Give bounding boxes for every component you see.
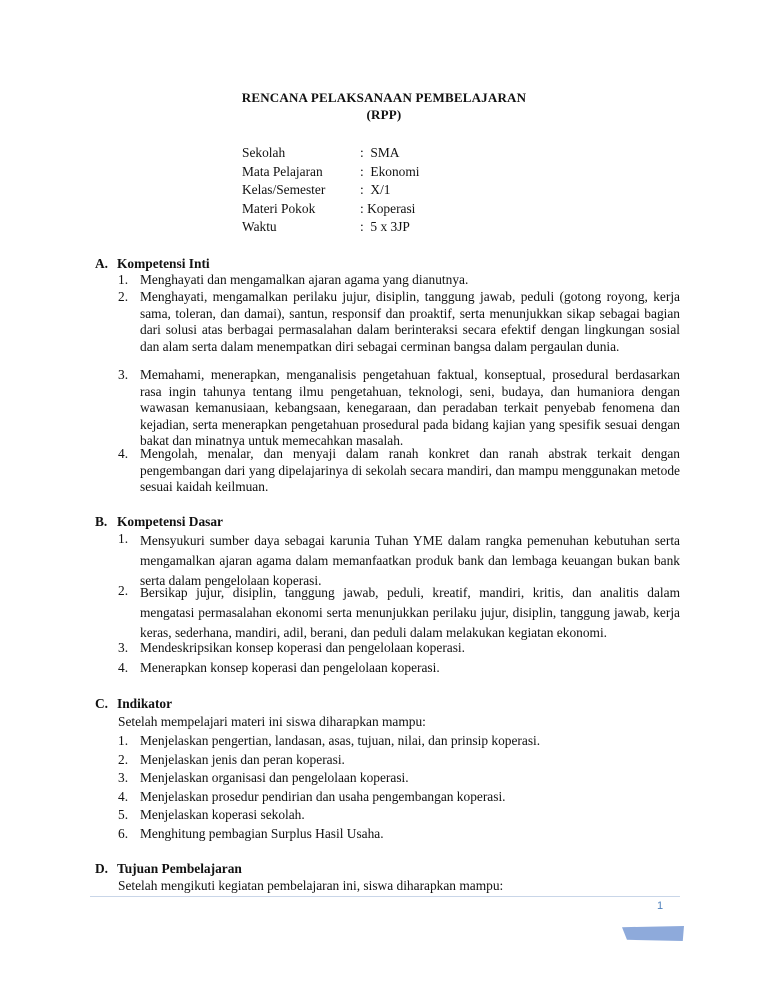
section-intro: Setelah mengikuti kegiatan pembelajaran ini, siswa diharapkan mampu: (118, 878, 504, 893)
list-number: 4. (118, 660, 129, 675)
list-number: 2. (118, 752, 129, 767)
list-text: Memahami, menerapkan, menganalisis pengetahuan faktual, konseptual, prosedural berdasarkan rasa ingin tahunya tentang ilmu pengetahuan, teknologi, seni, budaya, dan humaniora dengan wawasan kemanusiaan, kebangsaan, kenegaraan, dan peradaban terkait penyebab fenomena dan kejadian, serta menerapkan pengetahuan prosedural pada bidang kajian yang spesifik sesuai dengan bakat dan minatnya untuk memecahkan masalah. (140, 367, 680, 448)
info-label: Materi Pokok (242, 200, 316, 216)
list-number: 1. (118, 733, 129, 748)
list-text: Menjelaskan jenis dan peran koperasi. (140, 752, 345, 767)
section-letter: D. (95, 861, 109, 876)
document-title: RENCANA PELAKSANAAN PEMBELAJARAN (241, 90, 527, 105)
list-text: Menghayati dan mengamalkan ajaran agama yang dianutnya. (140, 272, 469, 287)
info-row-subject (242, 164, 420, 183)
info-label: Kelas/Semester (242, 182, 326, 197)
list-number: 6. (118, 826, 129, 841)
list-text: Mensyukuri sumber daya sebagai karunia Tuhan YME dalam rangka pemenuhan kebutuhan serta mengamalkan ajaran agama dalam memanfaatkan produk bank dan lembaga keuangan bukan bank serta dalam pengelolaan koperasi. (140, 533, 680, 588)
list-number: 2. (118, 289, 129, 304)
info-value: : SMA (360, 145, 400, 160)
section-heading (95, 696, 172, 712)
footer-divider (90, 896, 680, 897)
page-number: 1 (656, 900, 664, 912)
list-number: 1. (118, 531, 129, 546)
section-heading (95, 256, 210, 272)
document-subtitle: (RPP) (366, 107, 402, 122)
list-number: 4. (118, 446, 129, 461)
section-title: Tujuan Pembelajaran (117, 861, 242, 876)
list-text: Menghayati, mengamalkan perilaku jujur, disiplin, tanggung jawab, peduli (gotong royong, kerja sama, toleran, dan damai), santun, responsif dan proaktif, serta menunjukkan sikap sebagai bagian dari solusi atas berbagai permasalahan dalam berinteraksi secara efektif dengan lingkungan sosial dan alam serta dalam menempatkan diri sebagai cerminan bangsa dalam pergaulan dunia. (140, 289, 680, 354)
info-row-time (242, 219, 420, 238)
info-label: Sekolah (242, 145, 286, 160)
list-text: Menjelaskan prosedur pendirian dan usaha pengembangan koperasi. (140, 789, 506, 804)
list-text: Mendeskripsikan konsep koperasi dan pengelolaan koperasi. (140, 640, 466, 655)
list-number: 2. (118, 583, 129, 598)
section-title: Kompetensi Dasar (117, 514, 224, 529)
info-table (242, 145, 420, 238)
section-intro: Setelah mempelajari materi ini siswa diharapkan mampu: (118, 714, 426, 729)
section-letter: B. (95, 514, 108, 529)
info-value: : Koperasi (360, 200, 416, 216)
list-number: 3. (118, 640, 129, 655)
info-value: : 5 x 3JP (360, 219, 410, 234)
section-letter: C. (95, 696, 109, 711)
list-text: Bersikap jujur, disiplin, tanggung jawab, peduli, kreatif, mandiri, kritis, dan analitis dalam mengatasi permasalahan ekonomi serta menunjukkan perilaku jujur, disiplin, tanggung jawab, kerja keras, sederhana, mandiri, adil, berani, dan peduli dalam melakukan kegiatan ekonomi. (140, 585, 680, 640)
section-title: Indikator (117, 696, 173, 711)
list-text: Menghitung pembagian Surplus Hasil Usaha. (140, 826, 384, 841)
list-number: 3. (118, 770, 129, 785)
info-label: Waktu (242, 219, 277, 234)
info-row-topic (242, 201, 420, 220)
list-number: 1. (118, 272, 129, 287)
list-text: Menerapkan konsep koperasi dan pengelolaan koperasi. (140, 660, 440, 675)
section-heading (95, 514, 223, 530)
list-number: 4. (118, 789, 129, 804)
footer-decoration-shape (622, 926, 684, 941)
info-row-school (242, 145, 420, 164)
list-text: Menjelaskan koperasi sekolah. (140, 807, 305, 822)
list-number: 5. (118, 807, 129, 822)
list-text: Menjelaskan organisasi dan pengelolaan koperasi. (140, 770, 409, 785)
list-text: Mengolah, menalar, dan menyaji dalam ranah konkret dan ranah abstrak terkait dengan pengembangan dari yang dipelajarinya di sekolah secara mandiri, dan mampu menggunakan metode sesuai kaidah keilmuan. (140, 446, 680, 494)
section-heading (95, 861, 242, 877)
list-text: Menjelaskan pengertian, landasan, asas, tujuan, nilai, dan prinsip koperasi. (140, 733, 541, 748)
list-number: 3. (118, 367, 129, 382)
info-row-class (242, 182, 420, 201)
section-title: Kompetensi Inti (117, 256, 210, 271)
info-value: : X/1 (360, 182, 391, 197)
section-letter: A. (95, 256, 109, 271)
info-value: : Ekonomi (360, 163, 420, 179)
info-label: Mata Pelajaran (242, 163, 323, 179)
